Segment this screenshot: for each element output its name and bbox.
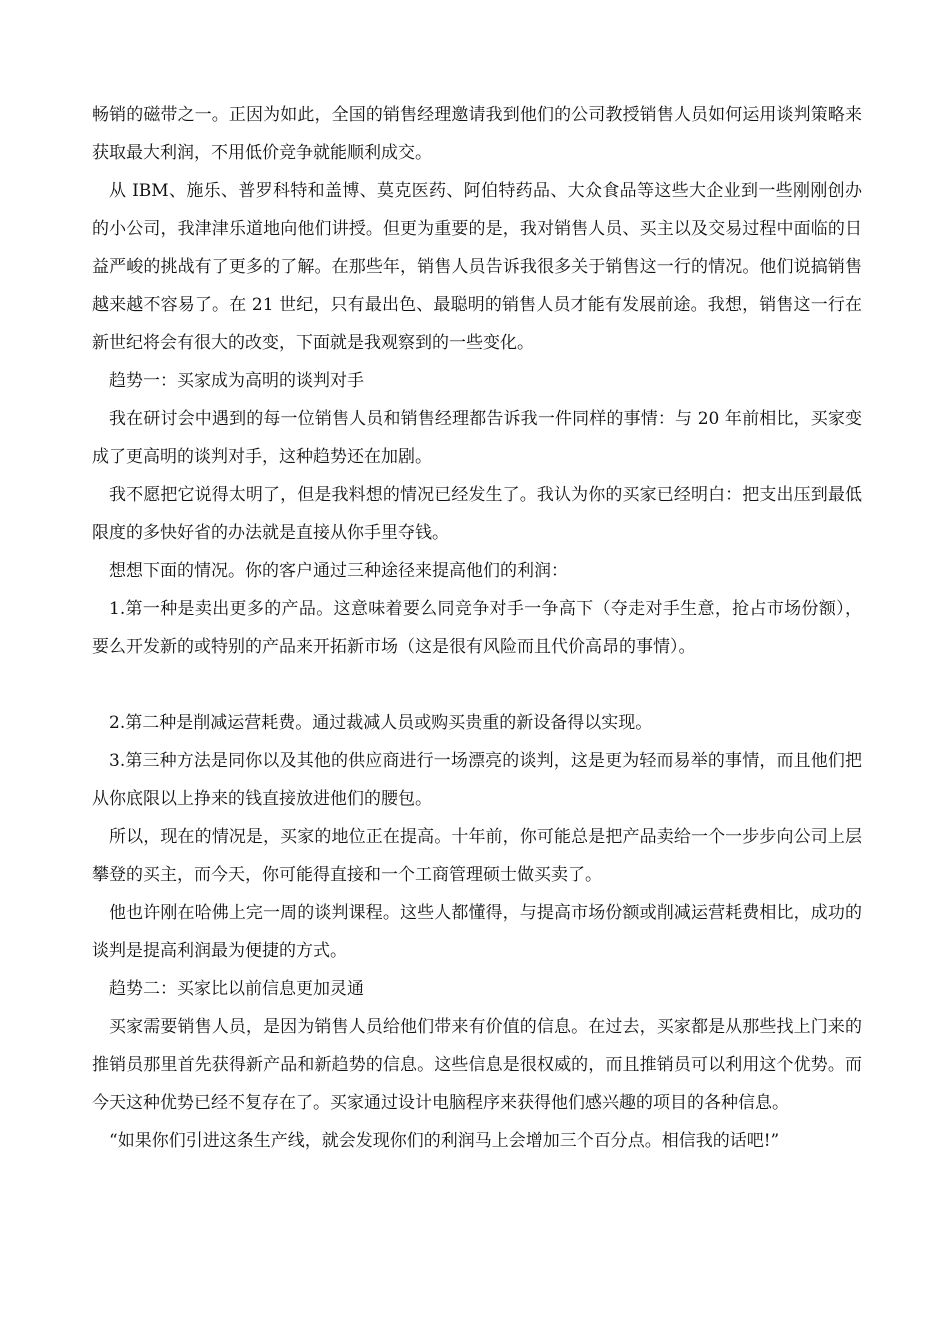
- paragraph-clients-list: 从 IBM、施乐、普罗科特和盖博、莫克医药、阿伯特药品、大众食品等这些大企业到一些刚刚创办的小公司，我津津乐道地向他们讲授。但更为重要的是，我对销售人员、买主以及交易过程中面临的日益严峻的挑战有了更多的了解。在那些年，销售人员告诉我很多关于销售这一行的情况。他们说搞销售越来越不容易了。在 21 世纪，只有最出色、最聪明的销售人员才能有发展前途。我想，销售这一行在新世纪将会有很大的改变，下面就是我观察到的一些变化。: [92, 181, 862, 353]
- section-heading-trend-one: 趋势一：买家成为高明的谈判对手: [109, 371, 364, 391]
- paragraph-buyers-information: 买家需要销售人员，是因为销售人员给他们带来有价值的信息。在过去，买家都是从那些找上门来的推销员那里首先获得新产品和新趋势的信息。这些信息是很权威的，而且推销员可以利用这个优势。而今天这种优势已经不复存在了。买家通过设计电脑程序来获得他们感兴趣的项目的各种信息。: [92, 1017, 862, 1113]
- list-item-way-three: 3.第三种方法是同你以及其他的供应商进行一场漂亮的谈判，这是更为轻而易举的事情，而且他们把从你底限以上挣来的钱直接放进他们的腰包。: [92, 751, 862, 809]
- paragraph-buyers-understand: 我不愿把它说得太明了，但是我料想的情况已经发生了。我认为你的买家已经明白：把支出压到最低限度的多快好省的办法就是直接从你手里夺钱。: [92, 485, 862, 543]
- paragraph-seminar-feedback: 我在研讨会中遇到的每一位销售人员和销售经理都告诉我一件同样的事情：与 20 年前相比，买家变成了更高明的谈判对手，这种趋势还在加剧。: [92, 409, 863, 467]
- list-item-way-one: 1.第一种是卖出更多的产品。这意味着要么同竞争对手一争高下（夺走对手生意，抢占市场份额），要么开发新的或特别的产品来开拓新市场（这是很有风险而且代价高昂的事情）。: [92, 599, 862, 657]
- section-heading-trend-two: 趋势二：买家比以前信息更加灵通: [109, 979, 364, 999]
- document-page: [92, 96, 862, 1160]
- blank-line: [92, 666, 862, 704]
- paragraph-quote: “如果你们引进这条生产线，就会发现你们的利润马上会增加三个百分点。相信我的话吧!”: [109, 1131, 780, 1151]
- paragraph-buyer-status: 所以，现在的情况是，买家的地位正在提高。十年前，你可能总是把产品卖给一个一步步向公司上层攀登的买主，而今天，你可能得直接和一个工商管理硕士做买卖了。: [92, 827, 862, 885]
- paragraph-three-ways-intro: 想想下面的情况。你的客户通过三种途径来提高他们的利润：: [109, 561, 568, 581]
- paragraph-intro-continuation: 畅销的磁带之一。正因为如此，全国的销售经理邀请我到他们的公司教授销售人员如何运用谈判策略来获取最大利润，不用低价竞争就能顺利成交。: [92, 105, 862, 163]
- list-item-way-two: 2.第二种是削减运营耗费。通过裁减人员或购买贵重的新设备得以实现。: [109, 713, 653, 733]
- paragraph-harvard-course: 他也许刚在哈佛上完一周的谈判课程。这些人都懂得，与提高市场份额或削减运营耗费相比，成功的谈判是提高利润最为便捷的方式。: [92, 903, 862, 961]
